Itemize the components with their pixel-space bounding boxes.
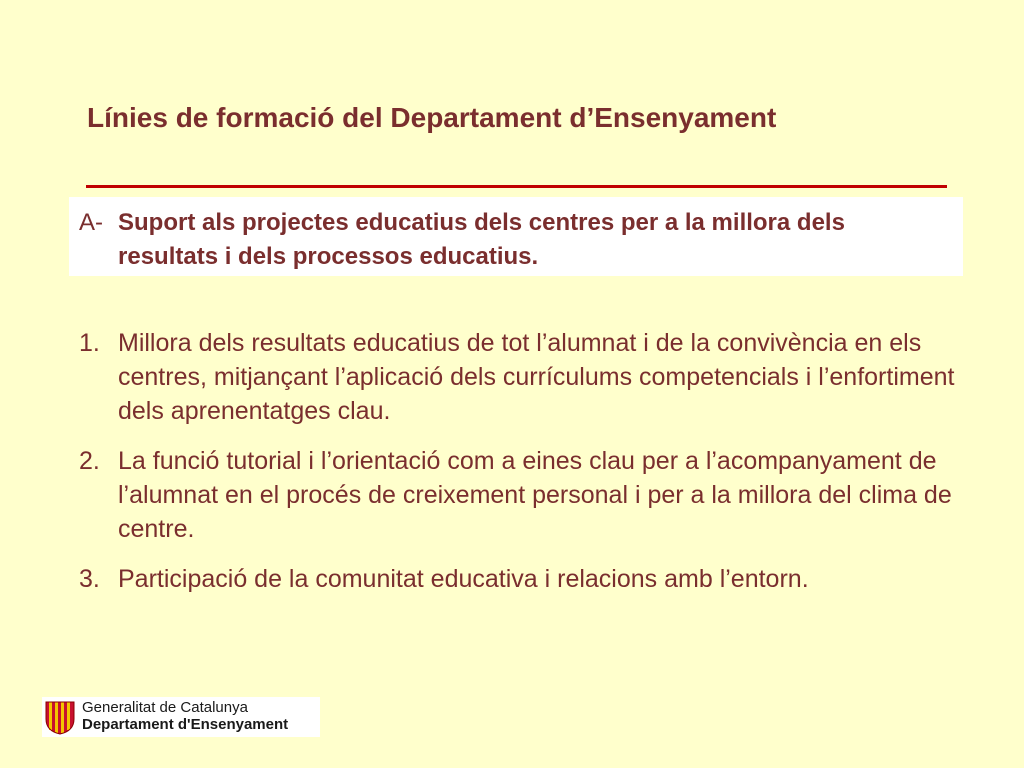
slide-title: Línies de formació del Departament d’Ensenyament bbox=[87, 102, 777, 133]
list-item bbox=[79, 326, 979, 428]
logo-line-department: Departament d'Ensenyament bbox=[82, 716, 289, 733]
logo-line-generalitat: Generalitat de Catalunya bbox=[82, 699, 248, 716]
training-lines-list bbox=[79, 326, 979, 612]
highlight-prefix: A- bbox=[79, 209, 103, 236]
title-divider bbox=[86, 185, 947, 188]
list-item-number: 3. bbox=[79, 565, 100, 593]
list-item-number: 1. bbox=[79, 329, 100, 357]
list-item bbox=[79, 444, 979, 546]
highlight-text: Suport als projectes educatius dels centres per a la millora dels resultats i dels processos educatius. bbox=[118, 209, 845, 270]
list-item-number: 2. bbox=[79, 447, 100, 475]
list-item bbox=[79, 562, 979, 596]
list-item-text: La funció tutorial i l’orientació com a eines clau per a l’acompanyament de l’alumnat en el procés de creixement personal i per a la millora del clima de centre. bbox=[118, 447, 952, 543]
list-item-text: Millora dels resultats educatius de tot l’alumnat i de la convivència en els centres, mitjançant l’aplicació dels currículums competencials i l’enfortiment dels aprenentatges clau. bbox=[118, 329, 955, 425]
generalitat-emblem-icon bbox=[44, 699, 76, 735]
list-item-text: Participació de la comunitat educativa i relacions amb l’entorn. bbox=[118, 565, 809, 593]
footer-logo bbox=[42, 697, 320, 737]
